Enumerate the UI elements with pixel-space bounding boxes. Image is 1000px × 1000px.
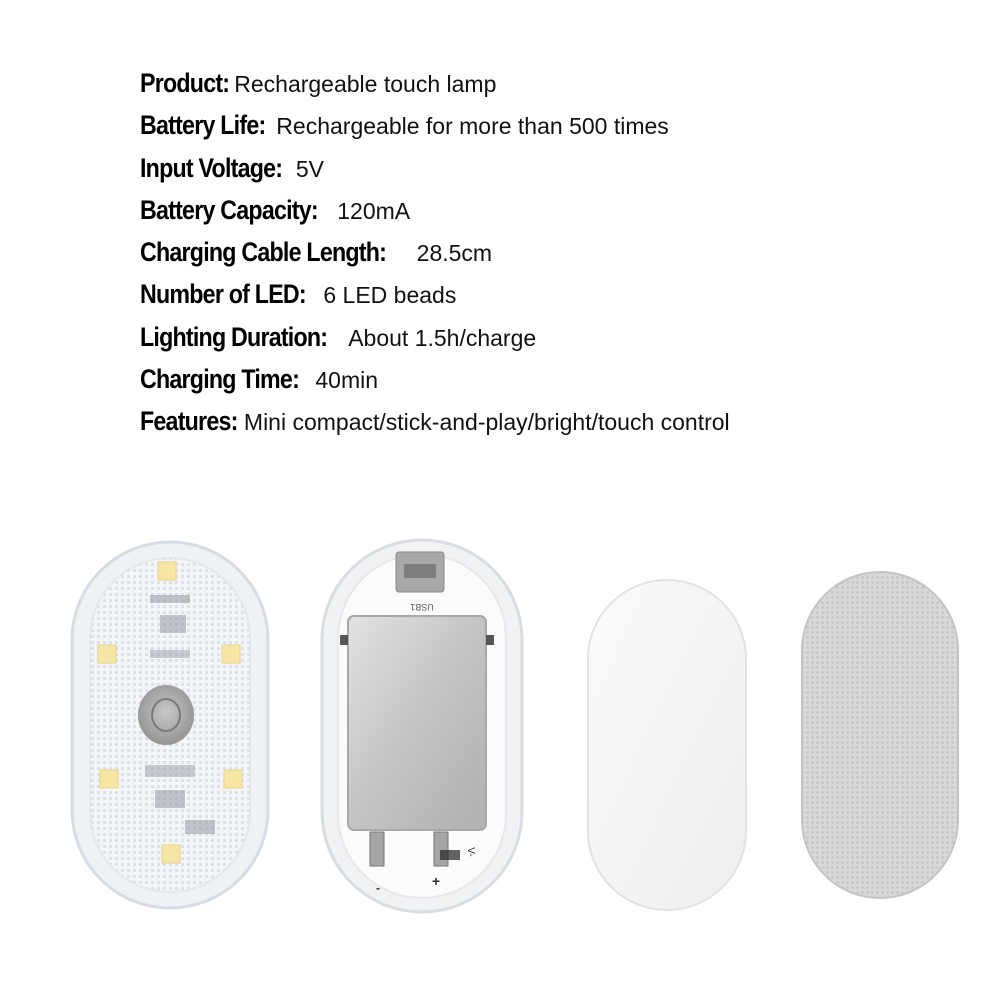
pcb-plus-label: +	[431, 873, 441, 889]
led-bead	[158, 562, 176, 580]
spec-value: 6 LED beads	[323, 282, 457, 309]
spec-label: Lighting Duration:	[140, 321, 328, 352]
spec-label: Battery Capacity:	[140, 194, 318, 225]
pcb-minus-label: -	[376, 881, 380, 895]
circuit-trace	[155, 790, 185, 808]
circuit-trace	[150, 650, 190, 658]
lamp-back	[322, 540, 522, 912]
battery	[348, 616, 486, 830]
battery-tab-negative	[370, 832, 384, 866]
product-illustration	[0, 520, 1000, 980]
circuit-trace	[150, 595, 190, 603]
spec-list	[140, 62, 980, 443]
usb-port-slot	[404, 564, 436, 578]
adhesive-pad	[588, 580, 746, 910]
spec-row-lighting-duration	[140, 316, 980, 358]
adhesive-pad-shape	[588, 580, 746, 910]
spec-label: Input Voltage:	[140, 152, 283, 183]
spec-label: Charging Time:	[140, 364, 300, 395]
spec-label: Number of LED:	[140, 279, 306, 310]
led-bead	[222, 645, 240, 663]
led-bead	[224, 770, 242, 788]
spec-value: Mini compact/stick-and-play/bright/touch control	[243, 409, 730, 436]
pcb-component	[440, 850, 460, 860]
spec-row-product	[140, 62, 980, 104]
spec-row-input-voltage	[140, 147, 980, 189]
spec-row-charging-time	[140, 358, 980, 400]
pcb-mark	[486, 635, 494, 645]
lamp-front	[72, 542, 268, 908]
spec-value: 120mA	[337, 197, 411, 224]
spec-row-battery-capacity	[140, 189, 980, 231]
touch-button	[138, 685, 194, 745]
pcb-mark	[340, 635, 348, 645]
battery-tab-positive	[434, 832, 448, 866]
spec-value: Rechargeable for more than 500 times	[276, 113, 669, 140]
spec-row-battery-life	[140, 104, 980, 146]
spec-label: Features:	[140, 406, 238, 437]
spec-label: Charging Cable Length:	[140, 237, 387, 268]
pcb-side-label: V-	[465, 847, 476, 857]
spec-label: Battery Life:	[140, 110, 266, 141]
spec-row-cable-length	[140, 231, 980, 273]
circuit-trace	[160, 615, 186, 633]
spec-value: 28.5cm	[416, 240, 493, 267]
velcro-pad	[802, 572, 958, 898]
spec-value: Rechargeable touch lamp	[234, 71, 497, 97]
spec-value: 40min	[315, 367, 379, 394]
led-bead	[100, 770, 118, 788]
spec-value: 5V	[295, 155, 324, 182]
led-bead	[162, 845, 180, 863]
product-photos	[0, 520, 1000, 980]
spec-row-number-of-led	[140, 273, 980, 315]
circuit-trace	[185, 820, 215, 834]
spec-row-features	[140, 400, 980, 442]
spec-label: Product:	[140, 68, 230, 98]
pcb-marking: USB1	[410, 602, 434, 612]
circuit-trace	[145, 765, 195, 777]
velcro-pad-shape	[802, 572, 958, 898]
spec-value: About 1.5h/charge	[348, 324, 537, 351]
led-bead	[98, 645, 116, 663]
